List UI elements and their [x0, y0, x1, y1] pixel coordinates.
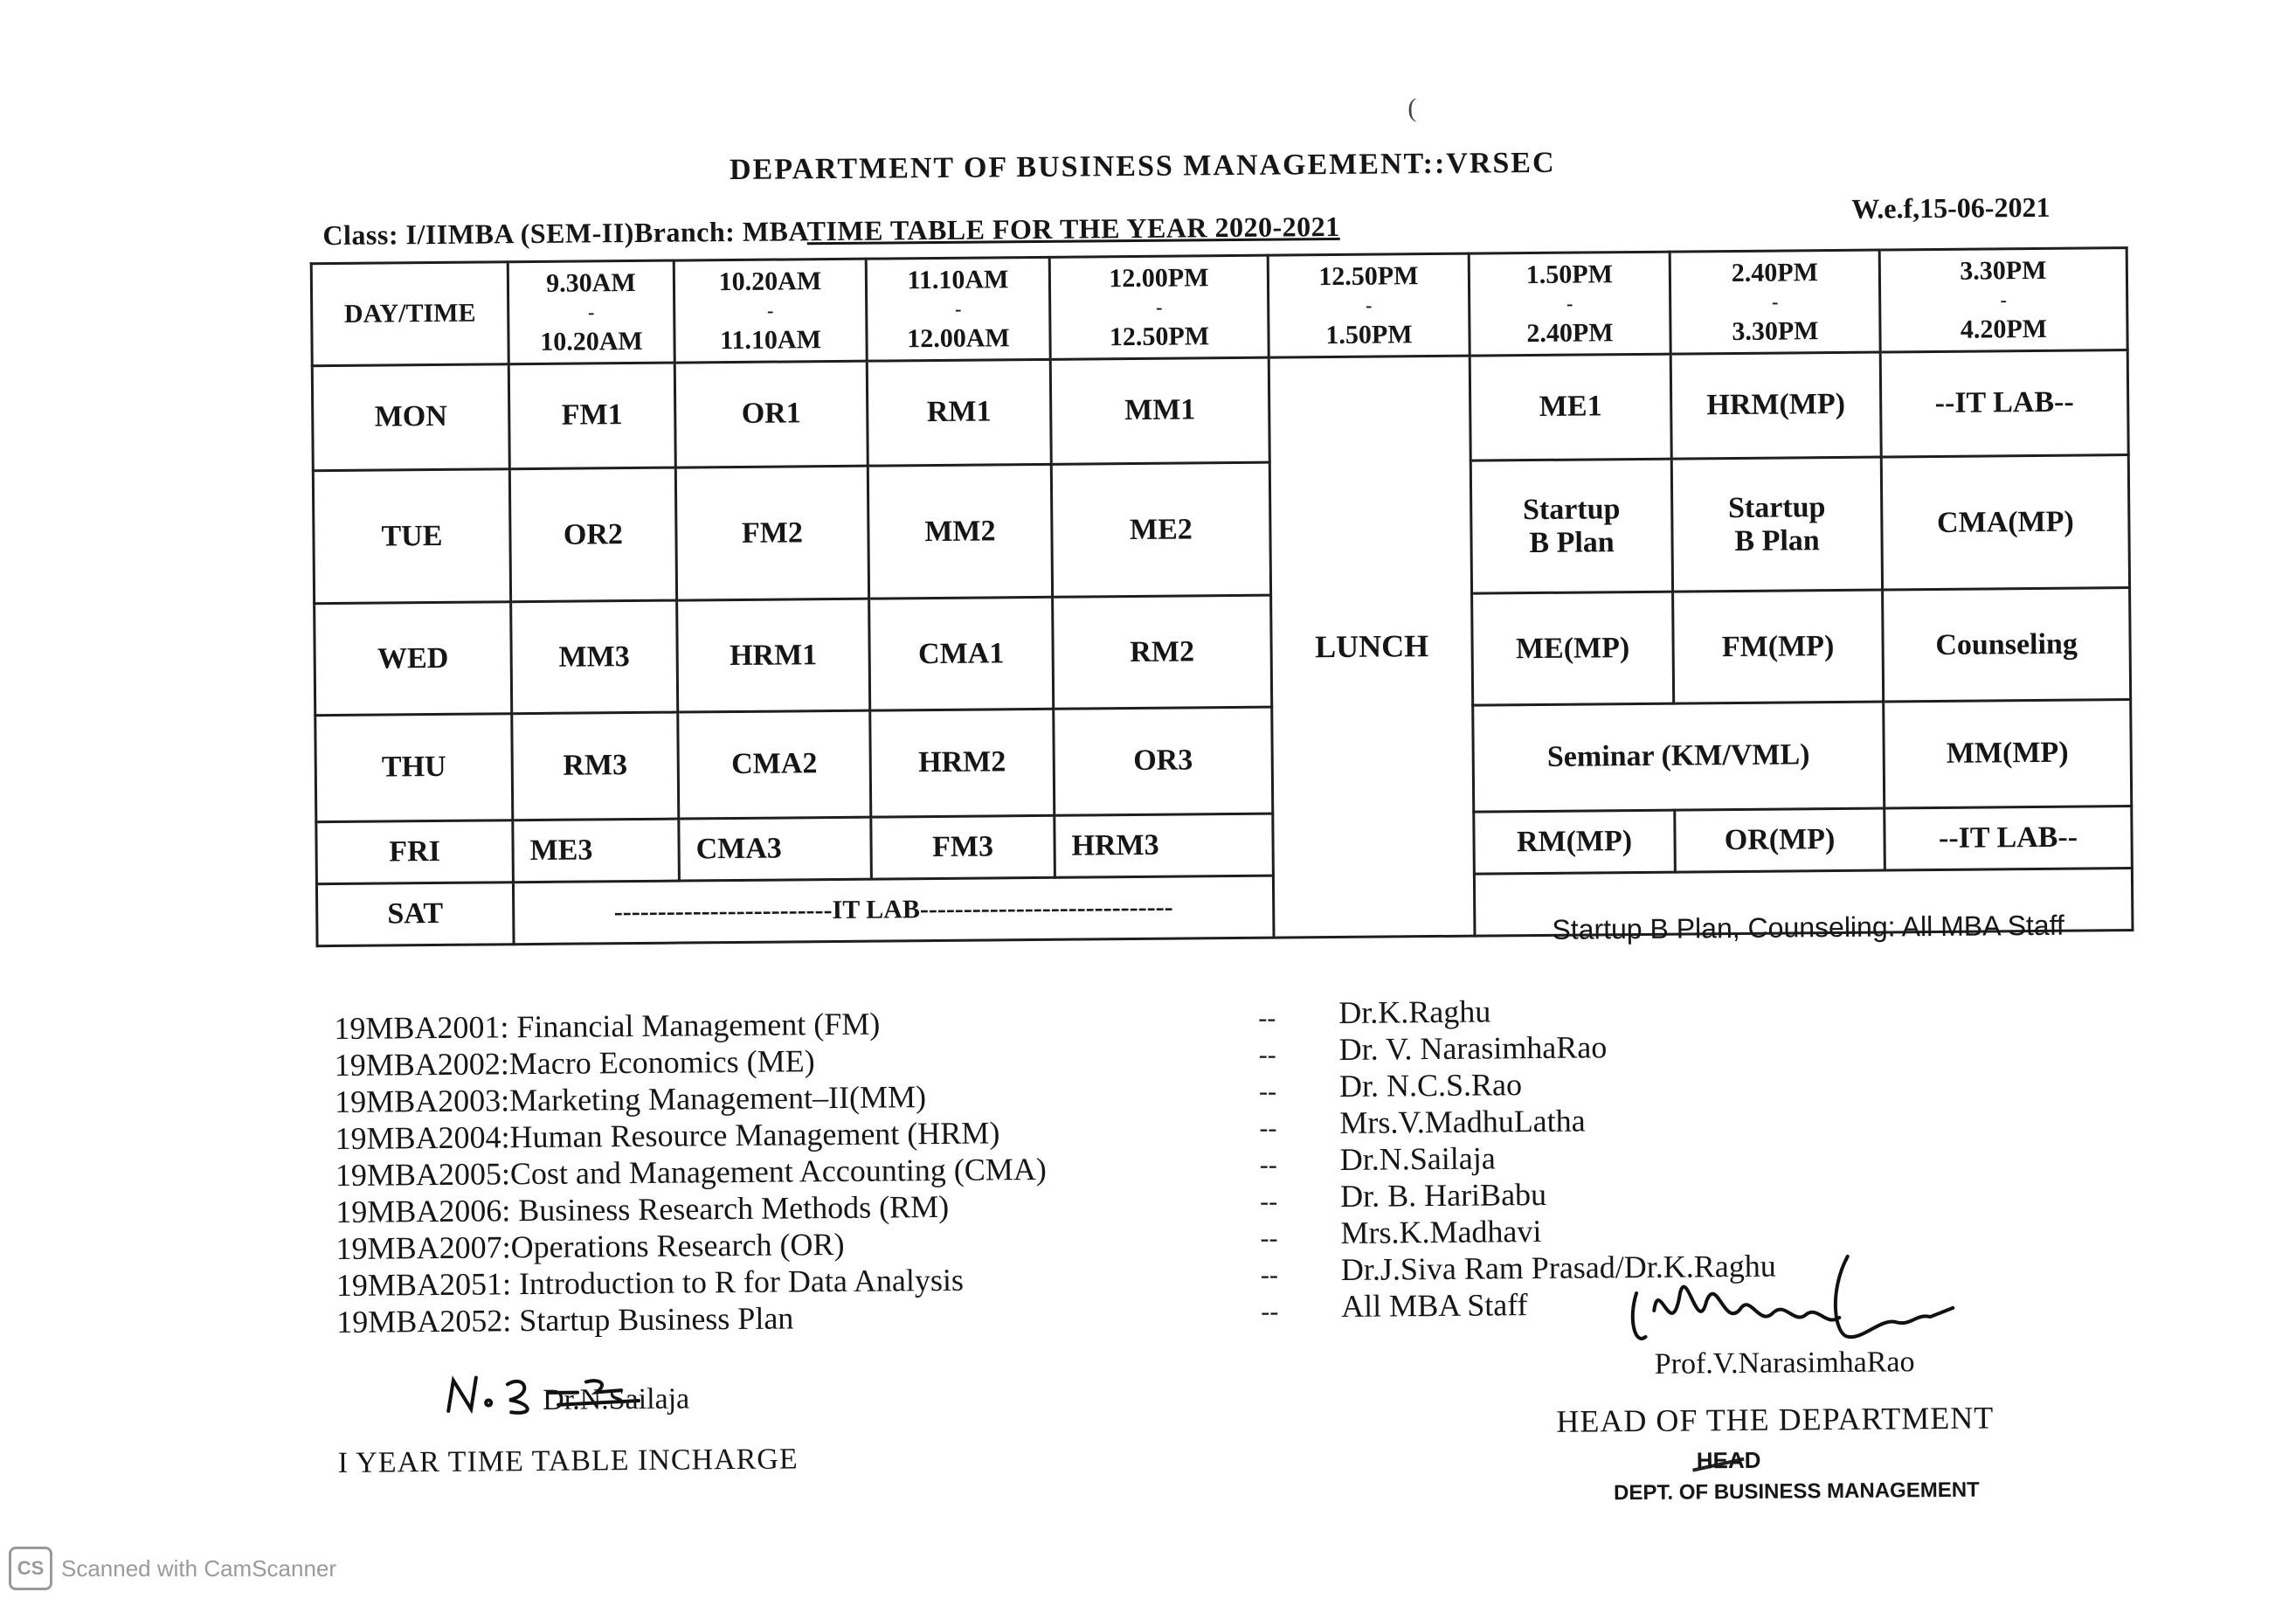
class-cell: OR3	[1054, 707, 1273, 815]
camscanner-logo-icon: CS	[9, 1547, 52, 1590]
dash-column	[1241, 1003, 1296, 1334]
faculty-item: Mrs.V.MadhuLatha	[1339, 1103, 1586, 1140]
class-cell: -------------------------IT LAB-----------------------------	[513, 876, 1274, 945]
course-item: 19MBA2001: Financial Management (FM)	[334, 1006, 881, 1047]
course-item: 19MBA2051: Introduction to R for Data Analysis	[335, 1262, 965, 1304]
class-cell: RM(MP)	[1474, 810, 1676, 874]
class-line	[322, 211, 1340, 252]
course-item: 19MBA2003:Marketing Management–II(MM)	[334, 1079, 927, 1120]
class-cell: HRM3	[1055, 813, 1274, 877]
course-item: 19MBA2052: Startup Business Plan	[336, 1300, 794, 1340]
camscanner-watermark	[9, 1547, 336, 1590]
dash-separator: --	[1258, 1076, 1277, 1106]
timetable-grid	[310, 246, 2134, 947]
class-cell: MM1	[1050, 357, 1269, 464]
dash-separator: --	[1260, 1223, 1278, 1253]
period-header: 12.00PM - 12.50PM	[1049, 255, 1269, 359]
dash-separator: --	[1260, 1260, 1279, 1290]
class-cell: OR2	[509, 467, 676, 602]
class-cell: OR1	[674, 361, 868, 467]
period-header: 11.10AM - 12.00AM	[866, 257, 1050, 361]
stray-mark: (	[1407, 93, 1417, 123]
dash-separator: --	[1259, 1113, 1277, 1143]
period-header: 10.20AM - 11.10AM	[674, 259, 867, 363]
hod-title: HEAD OF THE DEPARTMENT	[1556, 1400, 1995, 1439]
faculty-item: Dr.N.Sailaja	[1339, 1140, 1496, 1177]
class-cell: ME1	[1470, 354, 1671, 460]
faculty-item: Dr.K.Raghu	[1338, 993, 1491, 1030]
class-cell: MM(MP)	[1884, 699, 2132, 807]
course-item: 19MBA2002:Macro Economics (ME)	[334, 1043, 815, 1083]
class-cell: HRM2	[870, 709, 1055, 817]
faculty-item: Dr. V. NarasimhaRao	[1338, 1029, 1608, 1067]
dash-separator: --	[1260, 1187, 1278, 1216]
incharge-title: I YEAR TIME TABLE INCHARGE	[337, 1443, 799, 1479]
class-cell: MM3	[511, 601, 678, 714]
hod-name: Prof.V.NarasimhaRao	[1654, 1346, 1915, 1381]
period-header: 12.50PM - 1.50PM	[1268, 253, 1470, 357]
staff-footnote: Startup B Plan, Counseling: All MBA Staff	[1552, 909, 2064, 945]
day-label: MON	[312, 364, 509, 471]
class-cell: CMA3	[679, 817, 872, 881]
dash-separator: --	[1258, 1040, 1276, 1070]
class-prefix: Class: I/IIMBA (SEM-II)Branch: MBA	[322, 215, 807, 252]
class-cell: HRM1	[677, 599, 870, 712]
lunch-cell: LUNCH	[1269, 356, 1475, 938]
class-cell: MM2	[868, 464, 1052, 599]
row-wed	[315, 588, 2131, 715]
class-cell: --IT LAB--	[1880, 350, 2128, 457]
class-cell: CMA1	[869, 598, 1054, 710]
header-row	[311, 248, 2127, 366]
row-thu	[315, 699, 2132, 821]
stamp-department: DEPT. OF BUSINESS MANAGEMENT	[1613, 1478, 1980, 1506]
day-label: THU	[315, 713, 513, 821]
dash-separator: --	[1259, 1150, 1277, 1180]
department-title: DEPARTMENT OF BUSINESS MANAGEMENT::VRSEC	[729, 146, 1556, 187]
period-header: 2.40PM - 3.30PM	[1670, 250, 1880, 354]
period-header: 9.30AM - 10.20AM	[508, 260, 674, 364]
class-cell: ME3	[513, 819, 680, 883]
faculty-item: Dr.J.Siva Ram Prasad/Dr.K.Raghu	[1340, 1248, 1776, 1287]
dash-separator: --	[1261, 1297, 1279, 1326]
day-label: SAT	[316, 882, 514, 945]
course-item: 19MBA2007:Operations Research (OR)	[335, 1226, 845, 1267]
class-cell: RM1	[867, 359, 1051, 466]
effective-date: W.e.f,15-06-2021	[1851, 190, 2050, 225]
stamp-head: HEAD	[1696, 1446, 1761, 1474]
day-label: FRI	[316, 820, 514, 883]
day-label: WED	[315, 602, 512, 715]
row-tue	[313, 454, 2129, 604]
watermark-text: Scanned with CamScanner	[61, 1554, 337, 1582]
class-cell: RM2	[1053, 596, 1272, 709]
class-cell: ME2	[1051, 462, 1270, 598]
handwritten-signature-icon	[1619, 1238, 1969, 1363]
class-cell: --IT LAB--	[1885, 806, 2133, 870]
course-list	[334, 1001, 1297, 1340]
daytime-header: DAY/TIME	[311, 262, 508, 366]
dash-separator: --	[1258, 1003, 1276, 1033]
class-cell: FM(MP)	[1673, 590, 1884, 703]
class-cell: FM2	[675, 466, 868, 600]
course-item: 19MBA2006: Business Research Methods (RM)	[335, 1188, 950, 1230]
class-cell: CMA(MP)	[1881, 454, 2129, 590]
class-cell: ME(MP)	[1472, 592, 1674, 705]
class-cell: Startup B Plan	[1470, 459, 1672, 594]
class-cell: Counseling	[1883, 588, 2131, 702]
period-header: 1.50PM - 2.40PM	[1469, 252, 1670, 356]
faculty-item: Dr. N.C.S.Rao	[1338, 1067, 1523, 1104]
faculty-item: Mrs.K.Madhavi	[1340, 1213, 1542, 1250]
day-label: TUE	[313, 469, 510, 604]
course-item: 19MBA2005:Cost and Management Accounting (CMA)	[335, 1151, 1047, 1194]
class-cell: HRM(MP)	[1670, 352, 1881, 459]
row-mon	[312, 350, 2128, 471]
class-cell: OR(MP)	[1675, 808, 1885, 872]
class-cell: FM1	[508, 363, 675, 469]
faculty-item: Dr. B. HariBabu	[1339, 1176, 1547, 1214]
class-cell: CMA2	[678, 710, 871, 819]
class-cell: Seminar (KM/VML)	[1473, 702, 1885, 812]
course-item: 19MBA2004:Human Resource Management (HRM)	[335, 1115, 1000, 1157]
timetable-title: TIME TABLE FOR THE YEAR 2020-2021	[806, 210, 1340, 247]
period-header: 3.30PM - 4.20PM	[1879, 248, 2127, 352]
class-cell: RM3	[512, 712, 679, 820]
incharge-name: Dr.N.Sailaja	[542, 1382, 690, 1416]
class-cell: FM3	[871, 815, 1055, 879]
class-cell: Startup B Plan	[1671, 457, 1882, 592]
faculty-item: All MBA Staff	[1341, 1287, 1528, 1324]
